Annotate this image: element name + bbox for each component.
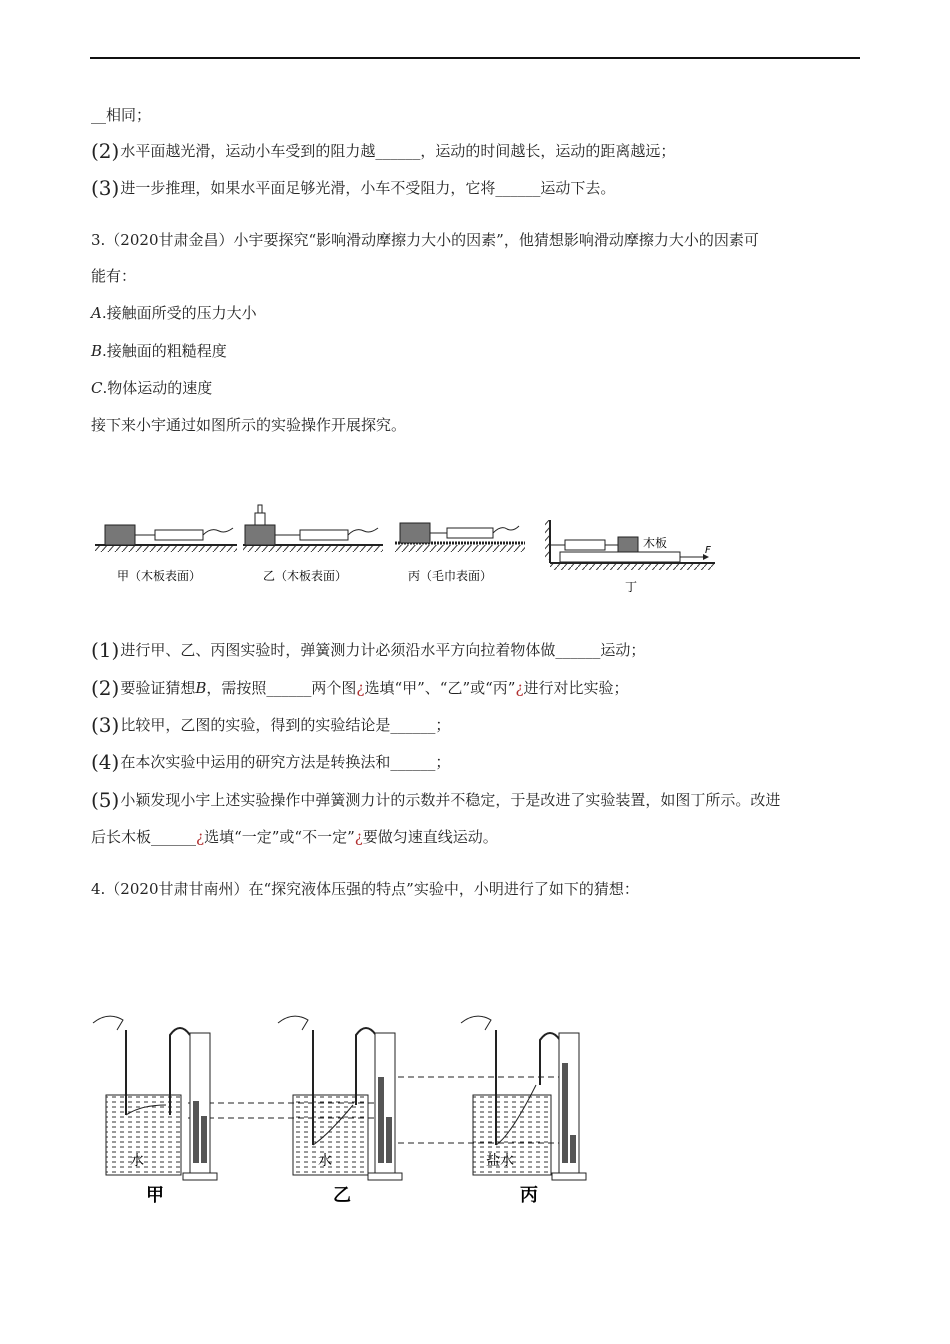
wood-block <box>245 525 275 545</box>
apparatus-jia <box>93 1016 217 1206</box>
apparatus-bing <box>461 1016 586 1206</box>
spring-scale <box>447 528 493 538</box>
wood-block <box>618 537 638 552</box>
q3-stem-line1: 3.（2020甘肃金昌）小宇要探究“影响滑动摩擦力大小的因素”，他猜想影响滑动摩擦力大小的因素可 <box>91 231 759 249</box>
q3-sub-1: (1)进行甲、乙、丙图实验时，弹簧测力计必须沿水平方向拉着物体做______运动； <box>91 638 646 662</box>
pulling-hand <box>203 528 233 535</box>
liquid-label-bing: 盐水 <box>486 1153 514 1169</box>
label-jia: 甲（木板表面） <box>117 569 202 583</box>
q3-sub-3: (3)比较甲，乙图的实验，得到的实验结论是______； <box>91 713 451 737</box>
header-rule <box>90 57 860 59</box>
liquid-pressure-figure <box>88 1005 608 1210</box>
q4-stem: 4.（2020甘肃甘南州）在“探究液体压强的特点”实验中，小明进行了如下的猜想： <box>91 880 639 898</box>
spring-scale <box>300 530 348 540</box>
force-label: F <box>705 545 711 556</box>
setup-jia <box>95 525 237 583</box>
liquid-label-jia: 水 <box>130 1153 144 1169</box>
pulling-hand <box>348 528 378 535</box>
long-board <box>560 552 680 562</box>
label-bing: 丙（毛巾表面） <box>408 569 493 583</box>
board-label: 木板 <box>643 536 668 550</box>
q3-option-c: C.物体运动的速度 <box>91 379 213 397</box>
q3-sub-4: (4)在本次实验中运用的研究方法是转换法和______； <box>91 750 451 774</box>
hand-icon <box>93 1016 123 1030</box>
wood-block <box>105 525 135 545</box>
q2-continuation: __相同； <box>91 106 152 124</box>
setup-ding <box>545 520 715 594</box>
label-yi: 乙（木板表面） <box>263 569 348 583</box>
q2-item-2: (2)水平面越光滑，运动小车受到的阻力越______，运动的时间越长，运动的距离越远； <box>91 139 676 163</box>
spring-scale <box>155 530 203 540</box>
friction-experiment-figure <box>95 495 725 600</box>
hand-icon <box>461 1016 491 1030</box>
q3-sub-5-line2: 后长木板______¿选填“一定”或“不一定”¿要做匀速直线运动。 <box>91 828 498 846</box>
weight <box>255 513 265 525</box>
label-ding: 丁 <box>625 580 638 594</box>
liquid-label-yi: 水 <box>318 1153 332 1169</box>
q3-intro: 接下来小宇通过如图所示的实验操作开展探究。 <box>91 416 407 434</box>
label-bing: 丙 <box>520 1185 538 1206</box>
q3-option-a: A.接触面所受的压力大小 <box>91 304 257 322</box>
pulling-hand <box>493 526 519 533</box>
wood-block <box>400 523 430 543</box>
spring-scale <box>565 540 605 550</box>
setup-bing <box>395 523 525 583</box>
q3-stem-line2: 能有： <box>91 267 137 285</box>
q2-item-3: (3)进一步推理，如果水平面足够光滑，小车不受阻力，它将______运动下去。 <box>91 176 616 200</box>
hand-icon <box>278 1016 308 1030</box>
setup-yi <box>243 505 383 583</box>
q3-sub-2: (2)要验证猜想B，需按照______两个图¿选填“甲”、“乙”或“丙”¿进行对比实验； <box>91 676 629 700</box>
q3-option-b: B.接触面的粗糙程度 <box>91 342 227 360</box>
q3-sub-5: (5)小颖发现小宇上述实验操作中弹簧测力计的示数并不稳定，于是改进了实验装置，如图丁所示。改进 <box>91 788 781 812</box>
apparatus-yi <box>278 1016 402 1206</box>
label-yi: 乙 <box>333 1185 351 1206</box>
label-jia: 甲 <box>146 1185 164 1206</box>
